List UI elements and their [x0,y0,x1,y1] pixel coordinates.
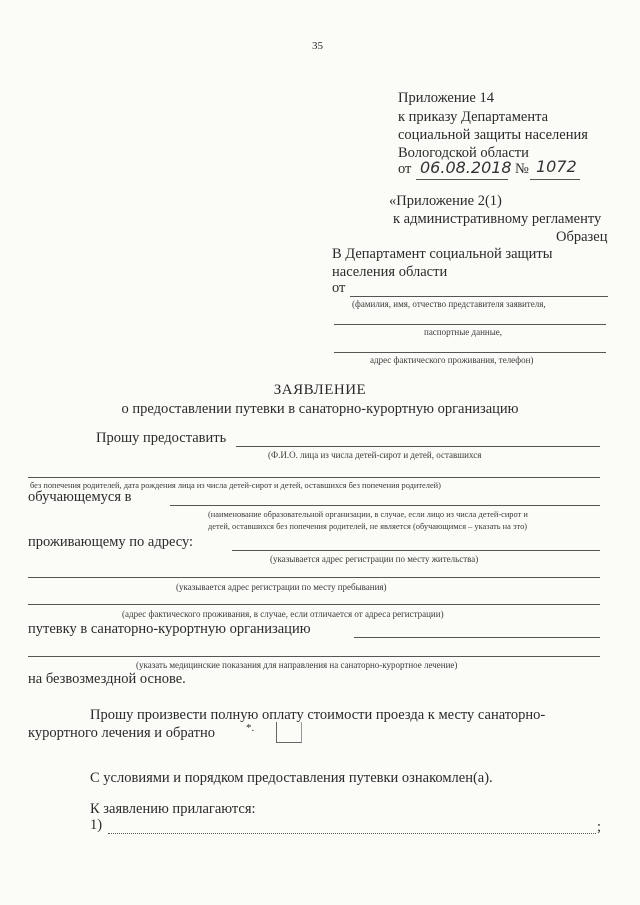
applicant-address-line[interactable] [334,352,606,353]
page-number: 35 [312,40,323,52]
payment-request-line-1: Прошу произвести полную оплату стоимости проезда к месту санаторно- [90,707,546,723]
payment-footnote-mark: *. [246,722,255,734]
appendix2-subtitle: к административному регламенту [393,211,602,227]
appendix2-title: «Приложение 2(1) [389,193,502,209]
child-dob-line[interactable] [28,477,600,478]
school-line[interactable] [170,505,600,506]
attachment-item-line[interactable] [108,833,596,834]
statement-title: ЗАЯВЛЕНИЕ [273,382,367,398]
order-number: 1072 [536,157,577,176]
applicant-passport-line[interactable] [334,324,606,325]
hint-actual-address: (адрес фактического проживания, в случае, если отличается от адреса регистрации) [122,609,444,619]
voucher-org-line[interactable] [354,637,600,638]
sample-label: Образец [556,229,608,245]
stay-line[interactable] [28,577,600,578]
attachment-item-number: 1) [90,817,103,833]
residence-line[interactable] [232,550,600,551]
actual-address-line[interactable] [28,604,600,605]
order-date: 06.08.2018 [420,158,512,177]
attachment-item-end: ; [597,819,602,835]
hint-reg-residence: (указывается адрес регистрации по месту жительства) [270,554,479,564]
address-label: проживающему по адресу: [28,534,194,550]
student-label: обучающемуся в [28,489,132,505]
hint-org-1: (наименование образовательной организации, в случае, если лицо из числа детей-сирот и [208,510,528,519]
order-line-3: Вологодской области [398,145,529,161]
addressee-line-2: населения области [332,264,448,280]
applicant-fio-line[interactable] [350,296,608,297]
hint-address: адрес фактического проживания, телефон) [370,355,534,365]
hint-child-fio: (Ф.И.О. лица из числа детей-сирот и детей, оставшихся [268,450,482,460]
payment-request-line-2: курортного лечения и обратно [28,725,215,741]
statement-subtitle: о предоставлении путевки в санаторно-курортную организацию [121,401,519,417]
hint-reg-stay: (указывается адрес регистрации по месту пребывания) [176,582,387,592]
acquainted-text: С условиями и порядком предоставления путевки ознакомлен(а). [90,770,493,786]
hint-child-dob: без попечения родителей, дата рождения лица из числа детей-сирот и детей, оставшихся без попечения родителей) [30,481,441,490]
order-number-label: № [515,161,529,177]
payment-checkbox[interactable] [276,722,302,743]
order-number-underline [530,179,580,180]
hint-applicant-fio: (фамилия, имя, отчество представителя заявителя, [352,299,546,309]
appendix-number: Приложение 14 [398,90,494,106]
request-label: Прошу предоставить [96,430,227,446]
child-fio-line[interactable] [236,446,600,447]
order-date-underline [416,179,508,180]
voucher-label: путевку в санаторно-курортную организацию [28,621,311,637]
addressee-line-1: В Департамент социальной защиты [332,246,553,262]
free-basis-text: на безвозмездной основе. [28,671,186,687]
hint-passport: паспортные данные, [424,327,503,337]
order-line-1: к приказу Департамента [398,109,549,125]
order-line-2: социальной защиты населения [398,127,588,143]
addressee-from-label: от [332,280,346,296]
medical-line[interactable] [28,656,600,657]
attachments-label: К заявлению прилагаются: [90,801,256,817]
hint-org-2: детей, оставшихся без попечения родителей, не является (обучающимся – указать на это) [208,522,528,531]
order-from-label: от [398,161,412,177]
hint-medical: (указать медицинские показания для направления на санаторно-курортное лечение) [136,660,458,670]
